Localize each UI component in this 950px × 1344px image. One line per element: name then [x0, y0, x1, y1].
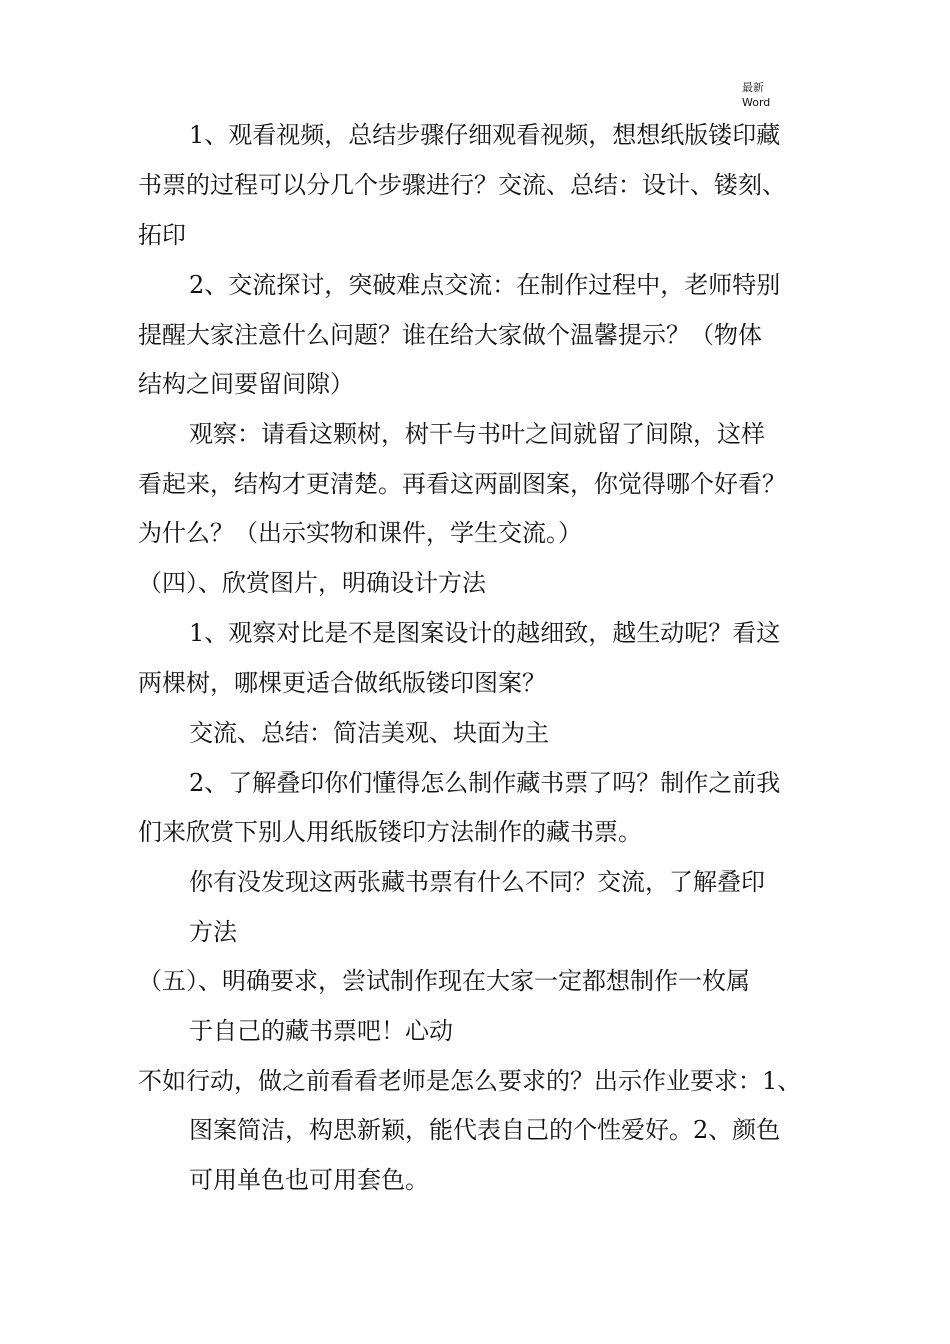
section-heading: （五）、明确要求，尝试制作现在大家一定都想制作一枚属: [138, 967, 750, 995]
text-line: 2、了解叠印你们懂得怎么制作藏书票了吗？制作之前我: [189, 769, 781, 797]
text-line: 看起来，结构才更清楚。再看这两副图案，你觉得哪个好看？: [138, 470, 786, 498]
text-line: 结构之间要留间隙）: [138, 370, 354, 398]
text-line: 不如行动，做之前看看老师是怎么要求的？出示作业要求：1、: [138, 1067, 802, 1095]
header-mark: [742, 80, 802, 110]
text-line: 提醒大家注意什么问题？谁在给大家做个温馨提示？（物体: [138, 321, 762, 349]
text-line: 图案简洁，构思新颖，能代表自己的个性爱好。2、颜色: [189, 1116, 781, 1144]
text-line: 于自己的藏书票吧！心动: [189, 1017, 453, 1045]
text-line: 你有没发现这两张藏书票有什么不同？交流，了解叠印: [189, 868, 765, 896]
text-line: 书票的过程可以分几个步骤进行？交流、总结：设计、镂刻、: [138, 171, 786, 199]
header-line-1: 最新: [742, 81, 764, 94]
text-line: 1、观看视频，总结步骤仔细观看视频，想想纸版镂印藏: [189, 121, 781, 149]
text-line: 2、交流探讨，突破难点交流：在制作过程中，老师特别: [189, 271, 781, 299]
text-line: 方法: [189, 918, 237, 946]
text-line: 拓印: [138, 221, 186, 249]
text-line: 可用单色也可用套色。: [189, 1166, 429, 1194]
text-line: 交流、总结：简洁美观、块面为主: [189, 719, 549, 747]
header-line-2: Word: [742, 96, 771, 109]
text-line: 1、观察对比是不是图案设计的越细致，越生动呢？看这: [189, 619, 781, 647]
text-line: 们来欣赏下别人用纸版镂印方法制作的藏书票。: [138, 818, 642, 846]
section-heading: （四）、欣赏图片，明确设计方法: [138, 569, 486, 597]
text-line: 为什么？（出示实物和课件，学生交流。）: [138, 519, 582, 547]
text-line: 两棵树，哪棵更适合做纸版镂印图案？: [138, 669, 546, 697]
text-line: 观察：请看这颗树，树干与书叶之间就留了间隙，这样: [189, 420, 765, 448]
